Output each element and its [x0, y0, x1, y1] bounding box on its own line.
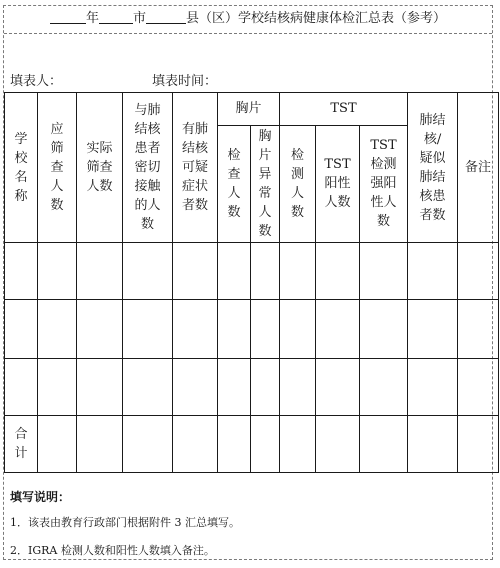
table-row — [5, 243, 499, 300]
header-suspect: 肺结核/疑似肺结核患者数 — [408, 93, 458, 243]
table-cell[interactable] — [77, 243, 123, 300]
table-cell[interactable] — [173, 300, 218, 359]
table-cell[interactable] — [360, 359, 408, 416]
header-remark: 备注 — [458, 93, 499, 243]
table-cell[interactable] — [316, 243, 360, 300]
table-cell[interactable] — [458, 359, 499, 416]
table-cell[interactable] — [251, 300, 280, 359]
table-cell[interactable] — [408, 416, 458, 473]
header-tst-checked: 检测人数 — [280, 126, 316, 243]
tst-strong-line2: 检测强阳性人数 — [370, 157, 397, 229]
county-blank — [146, 9, 186, 24]
table-cell[interactable] — [280, 416, 316, 473]
table-cell[interactable] — [38, 300, 77, 359]
table-cell[interactable] — [251, 359, 280, 416]
city-blank — [99, 9, 133, 24]
table-cell[interactable] — [218, 300, 251, 359]
header-xray-group: 胸片 — [218, 93, 280, 126]
table-cell[interactable] — [5, 243, 38, 300]
table-cell[interactable] — [280, 359, 316, 416]
table-cell[interactable] — [316, 359, 360, 416]
header-tst-positive — [316, 126, 360, 243]
table-cell[interactable] — [173, 416, 218, 473]
table-cell[interactable] — [360, 243, 408, 300]
tst-positive-line2: 阳性人数 — [324, 176, 351, 210]
table-cell[interactable] — [408, 243, 458, 300]
filler-label: 填表人： — [10, 74, 63, 89]
table-cell[interactable] — [123, 359, 173, 416]
header-actual-screen: 实际筛查人数 — [77, 93, 123, 243]
header-xray-checked: 检查人数 — [218, 126, 251, 243]
table-cell[interactable] — [77, 359, 123, 416]
table-cell[interactable] — [77, 300, 123, 359]
table-cell[interactable] — [280, 243, 316, 300]
header-tst-group: TST — [280, 93, 408, 126]
table-cell[interactable] — [123, 416, 173, 473]
table-cell[interactable] — [38, 359, 77, 416]
year-suffix: 年 — [85, 11, 99, 26]
table-cell[interactable] — [251, 243, 280, 300]
note-item-1: 1．该表由教育行政部门根据附件 3 汇总填写。 — [10, 516, 240, 529]
header-contact: 与肺结核患者密切接触的人数 — [123, 93, 173, 243]
table-cell[interactable] — [458, 243, 499, 300]
table-cell[interactable] — [123, 243, 173, 300]
table-cell[interactable] — [458, 300, 499, 359]
table-cell[interactable] — [77, 416, 123, 473]
summary-table — [4, 92, 499, 473]
city-suffix: 市 — [132, 11, 146, 26]
header-symptom: 有肺结核可疑症状者数 — [173, 93, 218, 243]
table-cell[interactable] — [360, 300, 408, 359]
table-cell[interactable] — [408, 300, 458, 359]
header-should-screen: 应筛查人数 — [38, 93, 77, 243]
tst-positive-line1: TST — [324, 157, 351, 172]
fill-info-row — [10, 70, 218, 89]
total-label: 合计 — [5, 416, 38, 473]
header-tst-strong — [360, 126, 408, 243]
year-blank — [50, 9, 86, 24]
form-title — [4, 8, 492, 34]
table-cell[interactable] — [38, 416, 77, 473]
table-cell[interactable] — [38, 243, 77, 300]
notes-title: 填写说明： — [10, 490, 71, 504]
header-xray-abnormal: 胸片异常人数 — [251, 126, 280, 243]
table-cell[interactable] — [123, 300, 173, 359]
note-item-2: 2．IGRA 检测人数和阳性人数填入备注。 — [10, 544, 215, 557]
table-cell[interactable] — [173, 359, 218, 416]
table-cell[interactable] — [316, 300, 360, 359]
table-cell[interactable] — [218, 243, 251, 300]
table-cell[interactable] — [458, 416, 499, 473]
table-cell[interactable] — [5, 300, 38, 359]
header-school: 学校名称 — [5, 93, 38, 243]
table-cell[interactable] — [173, 243, 218, 300]
table-cell[interactable] — [280, 300, 316, 359]
tst-strong-line1: TST — [370, 138, 397, 153]
table-row — [5, 359, 499, 416]
title-text: 县（区）学校结核病健康体检汇总表（参考） — [186, 11, 447, 26]
fill-time-label: 填表时间： — [152, 74, 218, 89]
table-cell[interactable] — [218, 416, 251, 473]
table-cell[interactable] — [218, 359, 251, 416]
table-cell[interactable] — [251, 416, 280, 473]
table-cell[interactable] — [360, 416, 408, 473]
table-row — [5, 300, 499, 359]
table-cell[interactable] — [5, 359, 38, 416]
table-cell[interactable] — [316, 416, 360, 473]
table-cell[interactable] — [408, 359, 458, 416]
total-row — [5, 416, 499, 473]
